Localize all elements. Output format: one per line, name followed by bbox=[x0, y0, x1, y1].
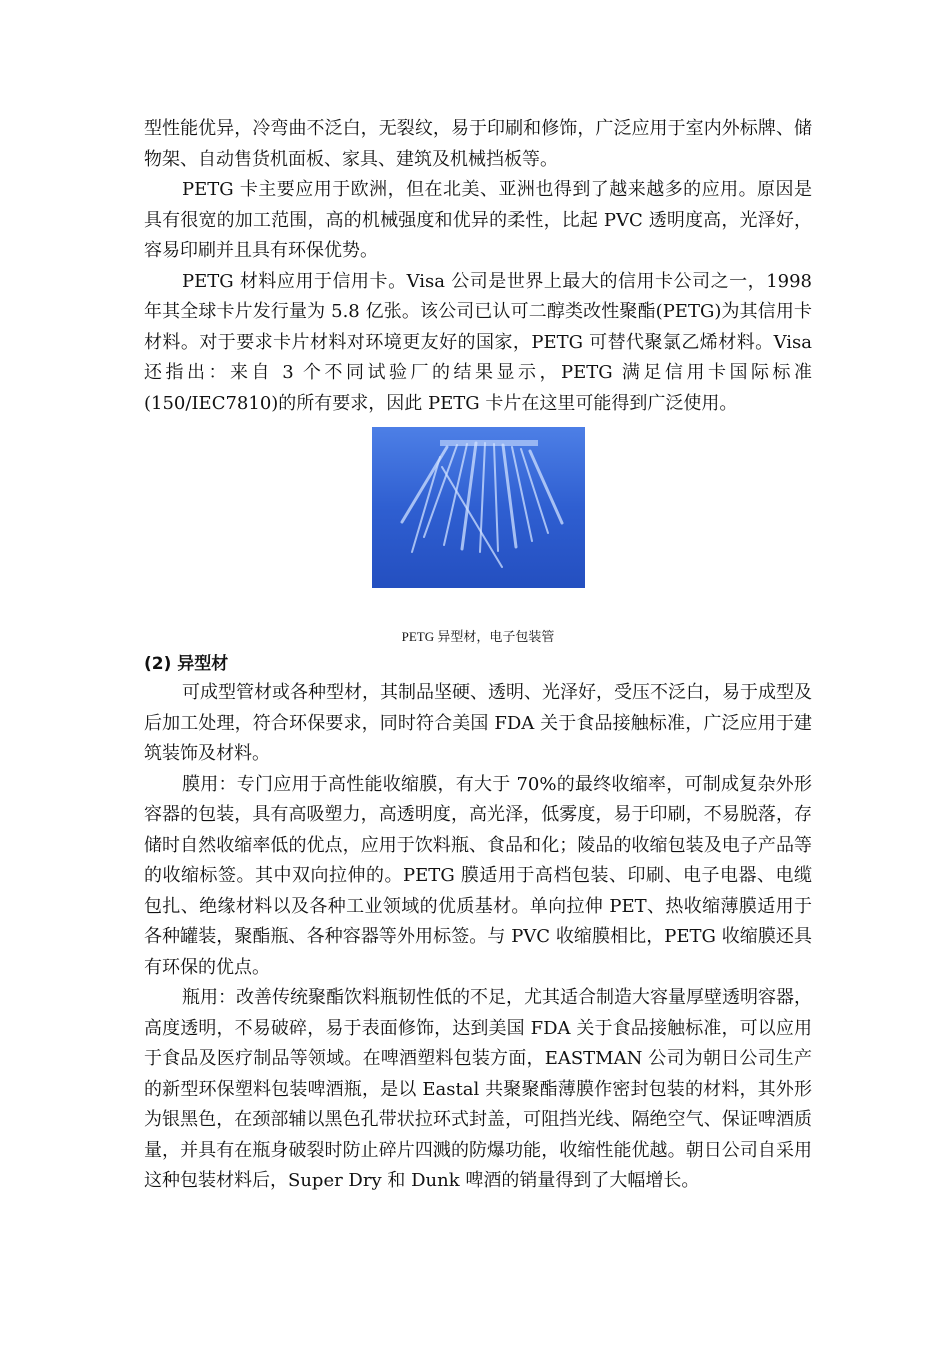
section-heading: (2) 异型材 bbox=[144, 654, 229, 674]
paragraph-profiles: 可成型管材或各种型材，其制品坚硬、透明、光泽好，受压不泛白，易于成型及后加工处理，符合环保要求，同时符合美国 FDA 关于食品接触标准，广泛应用于建筑装饰及材料。 bbox=[144, 682, 812, 764]
paragraph-bottle: 瓶用：改善传统聚酯饮料瓶韧性低的不足，尤其适合制造大容量厚壁透明容器，高度透明，不易破碎，易于表面修饰，达到美国 FDA 关于食品接触标准，可以应用于食品及医疗制品等领域。在啤酒塑料包装方面，EASTMAN 公司为朝日公司生产的新型环保塑料包装啤酒瓶，是以 Eastal 共聚聚酯薄膜作密封包装的材料，其外形为银黑色，在颈部辅以黑色孔带状拉环式封盖，可阻挡光线、隔绝空气、保证啤酒质量，并具有在瓶身破裂时防止碎片四溅的防爆功能，收缩性能优越。朝日公司自采用这种包装材料后，Super Dry 和 Dunk 啤酒的销量得到了大幅增长。 bbox=[144, 987, 812, 1191]
paragraph-petg-card: PETG 卡主要应用于欧洲，但在北美、亚洲也得到了越来越多的应用。原因是具有很宽的加工范围，高的机械强度和优异的柔性，比起 PVC 透明度高，光泽好，容易印刷并且具有环保优势。 bbox=[144, 179, 812, 261]
figure-caption: PETG 异型材，电子包装管 bbox=[401, 629, 555, 644]
paragraph-credit-card: PETG 材料应用于信用卡。Visa 公司是世界上最大的信用卡公司之一，1998 年其全球卡片发行量为 5.8 亿张。该公司已认可二醇类改性聚酯(PETG)为其信用卡材料。对于要求卡片材料对环境更友好的国家，PETG 可替代聚氯乙烯材料。Visa 还指出：来自 3 个不同试验厂的结果显示，PETG 满足信用卡国际标准(150/IEC7810)的所有要求，因此 PETG 卡片在这里可能得到广泛使用。 bbox=[144, 270, 812, 414]
paragraph-continued: 型性能优异，冷弯曲不泛白，无裂纹，易于印刷和修饰，广泛应用于室内外标牌、储物架、自动售货机面板、家具、建筑及机械挡板等。 bbox=[144, 118, 812, 170]
tube-label-strip bbox=[440, 440, 538, 446]
document-page bbox=[144, 114, 812, 1197]
paragraph-film: 膜用：专门应用于高性能收缩膜，有大于 70%的最终收缩率，可制成复杂外形容器的包装，具有高吸塑力，高透明度，高光泽，低雾度，易于印刷，不易脱落，存储时自然收缩率低的优点，应用于饮料瓶、食品和化；陵品的收缩包装及电子产品等的收缩标签。其中双向拉伸的。PETG 膜适用于高档包装、印刷、电子电器、电缆包扎、绝缘材料以及各种工业领域的优质基材。单向拉伸 PET、热收缩薄膜适用于各种罐装，聚酯瓶、各种容器等外用标签。与 PVC 收缩膜相比，PETG 收缩膜还具有环保的优点。 bbox=[144, 773, 812, 978]
figure bbox=[144, 427, 812, 646]
petg-tubes-photo bbox=[372, 427, 585, 588]
